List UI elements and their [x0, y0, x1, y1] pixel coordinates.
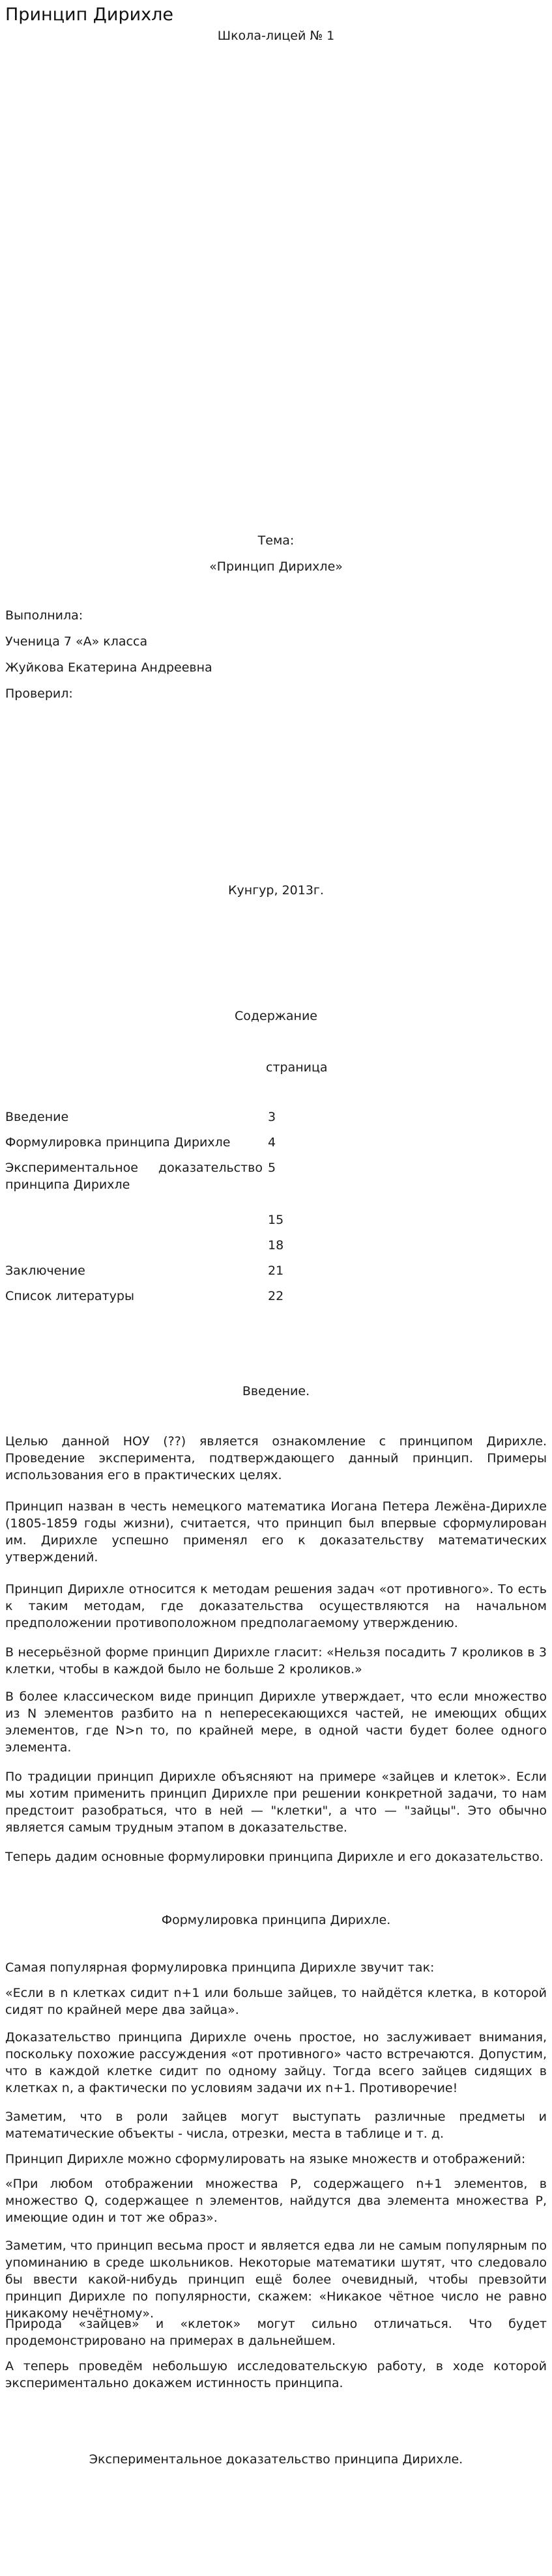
- formulation-paragraph: А теперь проведём небольшую исследовательскую работу, в ходе которой экспериментально докажем истинность принципа.: [5, 2359, 547, 2390]
- formulation-paragraph: Принцип Дирихле можно сформулировать на языке множеств и отображений:: [5, 2152, 526, 2166]
- topic-name: «Принцип Дирихле»: [209, 559, 343, 574]
- toc-item-page: 21: [268, 1264, 284, 1278]
- toc-item-label: Формулировка принципа Дирихле: [5, 1135, 231, 1150]
- formulation-paragraph: «Если в n клетках сидит n+1 или больше зайцев, то найдётся клетка, в которой сидят по крайней мере два зайца».: [5, 1986, 547, 2017]
- toc-item-page: 18: [268, 1238, 284, 1253]
- toc-item-label: Список литературы: [5, 1289, 134, 1303]
- formulation-paragraph: Доказательство принципа Дирихле очень простое, но заслуживает внимания, поскольку похожие рассуждения «от противного» часто встречаются. Допустим, что в каждой клетке сидит по одному зайцу. Тогда всего зайцев сидящих в клетках n, а фактически по условиям задачи их n+1. Противоречие!: [5, 2030, 547, 2095]
- section-heading-experiment: Экспериментальное доказательство принципа Дирихле.: [89, 2452, 463, 2467]
- toc-item-label: Заключение: [5, 1264, 85, 1278]
- student-name: Жуйкова Екатерина Андреевна: [5, 660, 212, 675]
- formulation-paragraph: Природа «зайцев» и «клеток» могут сильно отличаться. Что будет продемонстрировано на примерах в дальнейшем.: [5, 2317, 547, 2348]
- city-year: Кунгур, 2013г.: [228, 883, 324, 898]
- intro-paragraph: В несерьёзной форме принцип Дирихле гласит: «Нельзя посадить 7 кроликов в 3 клетки, чтобы в каждой было не больше 2 кроликов.»: [5, 1645, 547, 1677]
- intro-paragraph: Принцип Дирихле относится к методам решения задач «от противного». То есть к таким методам, где доказательства осуществляются на начальном предположении противоположном предполагаемому утверждению.: [5, 1582, 547, 1630]
- checked-label: Проверил:: [5, 686, 73, 701]
- intro-paragraph: Принцип назван в честь немецкого математика Иогана Петера Лежёна-Дирихле (1805-1859 годы жизни), считается, что принцип был впервые сформулирован им. Дирихле успешно применял его к доказательству математических утверждений.: [5, 1499, 547, 1564]
- intro-paragraph: Теперь дадим основные формулировки принципа Дирихле и его доказательство.: [5, 1850, 544, 1864]
- student-class: Ученица 7 «А» класса: [5, 634, 148, 649]
- performed-label: Выполнила:: [5, 608, 83, 623]
- toc-page-header: страница: [266, 1060, 328, 1075]
- section-heading-formulation: Формулировка принципа Дирихле.: [161, 1913, 391, 1927]
- toc-title: Содержание: [235, 1009, 317, 1023]
- intro-paragraph: По традиции принцип Дирихле объясняют на примере «зайцев и клеток». Если мы хотим применить принцип Дирихле при решении конкретной задачи, то нам предстоит разобраться, что в ней — "клетки", а что — "зайцы". Это обычно является самым трудным этапом в доказательстве.: [5, 1770, 547, 1835]
- intro-paragraph: Целью данной НОУ (??) является ознакомление с принципом Дирихле. Проведение эксперимента, подтверждающего данный принцип. Примеры использования его в практических целях.: [5, 1434, 547, 1482]
- toc-item-page: 3: [268, 1110, 276, 1124]
- toc-item-label: Введение: [5, 1110, 69, 1124]
- toc-item-page: 5: [268, 1161, 276, 1175]
- section-heading-intro: Введение.: [242, 1384, 310, 1398]
- toc-item-page: 15: [268, 1213, 284, 1227]
- toc-item-label: Экспериментальное доказательство принципа Дирихле: [5, 1161, 263, 1192]
- toc-item-page: 22: [268, 1289, 284, 1303]
- formulation-paragraph: Самая популярная формулировка принципа Дирихле звучит так:: [5, 1960, 435, 1975]
- formulation-paragraph: Заметим, что в роли зайцев могут выступать различные предметы и математические объекты - числа, отрезки, места в таблице и т. д.: [5, 2110, 547, 2141]
- intro-paragraph: В более классическом виде принцип Дирихле утверждает, что если множество из N элементов разбито на n непересекающихся частей, не имеющих общих элементов, где N>n то, по крайней мере, в одной части будет более одного элемента.: [5, 1690, 547, 1755]
- toc-item-page: 4: [268, 1135, 276, 1150]
- formulation-paragraph: «При любом отображении множества P, содержащего n+1 элементов, в множество Q, содержащее n элементов, найдутся два элемента множества P, имеющие один и тот же образ».: [5, 2177, 547, 2225]
- topic-label: Тема:: [257, 533, 295, 548]
- document-title: Принцип Дирихле: [5, 5, 173, 25]
- school-name: Школа-лицей № 1: [217, 29, 335, 43]
- formulation-paragraph: Заметим, что принцип весьма прост и является едва ли не самым популярным по упоминанию в среде школьников. Некоторые математики шутят, что следовало бы ввести какой-нибудь принцип ещё более очевидный, чтобы превзойти принцип Дирихле по популярности, скажем: «Никакое чётное число не равно никакому нечётному».: [5, 2239, 547, 2321]
